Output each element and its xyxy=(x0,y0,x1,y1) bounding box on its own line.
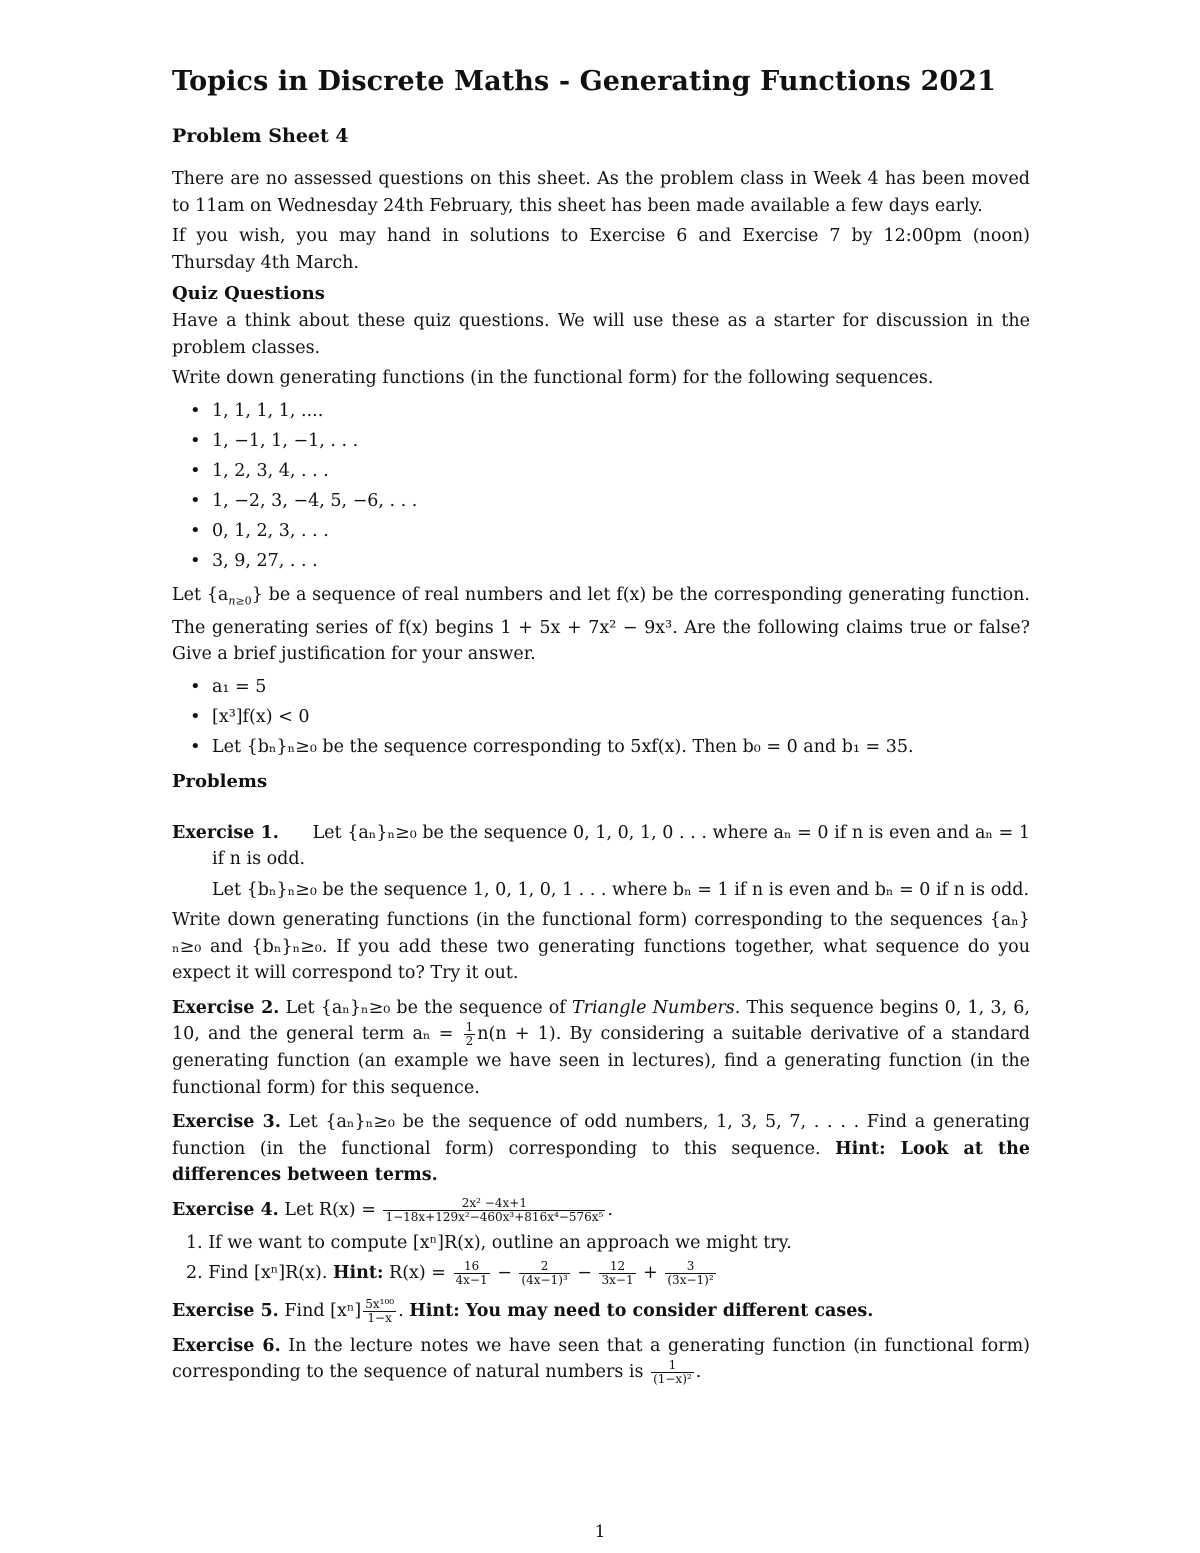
partial-fraction: $\frac{2}{\text{(4x−1)³}}$ xyxy=(521,1258,568,1287)
exercise-2-italic: Triangle Numbers. xyxy=(571,997,741,1018)
exercise-1-label: Exercise 1. xyxy=(172,822,279,843)
exercise-3-text: Let {aₙ}ₙ≥₀ be the sequence of odd numbers, 1, 3, 5, 7, . . . . Find a generating function (in the functional form) corresponding to this sequence. xyxy=(172,1112,1030,1159)
exercise-4-parts xyxy=(172,1228,1030,1288)
claims-list xyxy=(172,672,1030,762)
claim-item: • Let {bₙ}ₙ≥₀ be the sequence corresponding to 5xf(x). Then b₀ = 0 and b₁ = 35. xyxy=(190,732,1030,762)
exercise-2-text-c: n(n + 1). By considering a suitable derivative of a standard generating function (an example we have seen in lectures), find a generating function (in the functional form) for this sequence. xyxy=(172,1024,1030,1098)
sequence-item: • 3, 9, 27, . . . xyxy=(190,546,1030,576)
exercise-3-label: Exercise 3. xyxy=(172,1112,281,1132)
intro-paragraph-2: If you wish, you may hand in solutions to Exercise 6 and Exercise 7 by 12:00pm (noon) Thursday 4th March. xyxy=(172,226,1030,273)
exercise-1-line-1 xyxy=(172,820,1030,873)
exercise-5-label: Exercise 5. xyxy=(172,1300,279,1321)
sequence-item: • 1, −2, 3, −4, 5, −6, . . . xyxy=(190,486,1030,516)
partial-fraction: $\frac{12}{3x-1}$ xyxy=(601,1258,634,1287)
exercise-4-hint-lead: R(x) = xyxy=(389,1262,446,1283)
exercise-4-part-2: 2. Find [xⁿ]R(x). Hint: R(x) = $\frac{16}{4x-1}$ − $\frac{2}{\text{(4x−1)³}}$ − $\frac{12}{3x-1}$ + $\frac{3}{\text{(3x−1)²}}$ xyxy=(186,1258,714,1287)
claim-item: • [x³]f(x) < 0 xyxy=(190,702,1030,732)
exercise-1-line-2: Let {bₙ}ₙ≥₀ be the sequence 1, 0, 1, 0, 1 . . . where bₙ = 1 if n is even and bₙ = 0 if n is odd. xyxy=(212,879,1030,900)
page-number: 1 xyxy=(594,1522,606,1542)
claim-item: • a₁ = 5 xyxy=(190,672,1030,702)
partial-fraction: $\frac{3}{\text{(3x−1)²}}$ xyxy=(667,1258,714,1287)
exercise-4-hint-label: Hint: xyxy=(332,1262,384,1283)
exercise-1-text: Let {aₙ}ₙ≥₀ be the sequence 0, 1, 0, 1, 0 . . . where aₙ = 0 if n is even and aₙ = 1 if n is odd. xyxy=(212,822,1030,869)
sheet-subtitle: Problem Sheet 4 xyxy=(172,125,349,147)
exercise-2-label: Exercise 2. xyxy=(172,997,280,1018)
exercise-4-label: Exercise 4. xyxy=(172,1199,279,1220)
exercise-6-text: In the lecture notes we have seen that a generating function (in functional form) corresponding to the sequence of natural numbers is xyxy=(172,1335,1030,1382)
exercise-6: Exercise 6. In the lecture notes we have seen that a generating function (in functional form) corresponding to the sequence of natural numbers is $\frac{1}{\text{(1−x)²}}$ . xyxy=(172,1335,1030,1386)
exercise-2-text-a: Let {aₙ}ₙ≥₀ be the sequence of xyxy=(285,997,566,1018)
quiz-intro: Have a think about these quiz questions. We will use these as a starter for discussion in the problem classes. xyxy=(172,311,1030,358)
exercise-1-line-3: Write down generating functions (in the functional form) corresponding to the sequences {aₙ}ₙ≥₀ and {bₙ}ₙ≥₀. If you add these two generating functions together, what sequence do you expect it will correspond to? Try it out. xyxy=(172,910,1030,983)
sequence-item: • 1, −1, 1, −1, . . . xyxy=(190,426,1030,456)
exercise-5-lead: Find [xⁿ] xyxy=(284,1300,362,1321)
ex5-fraction: $\frac{\text{5x¹⁰⁰}}{1-x}$ xyxy=(365,1296,395,1325)
exercise-4: Exercise 4. Let R(x) = $\frac{\text{2x² −4x+1}}{\text{1−18x+129x²−460x³+816x⁴−576x⁵}}$ . xyxy=(172,1195,613,1224)
rx-fraction: $\frac{\text{2x² −4x+1}}{\text{1−18x+129x²−460x³+816x⁴−576x⁵}}$ xyxy=(385,1195,604,1224)
document-title: Topics in Discrete Maths - Generating Functions 2021 xyxy=(172,66,997,97)
exercise-5: Exercise 5. Find [xⁿ] $\frac{\text{5x¹⁰⁰}}{1-x}$ . Hint: You may need to consider different cases. xyxy=(172,1296,874,1325)
quiz-heading: Quiz Questions xyxy=(172,283,325,304)
exercise-3-hint: Hint: Look at the differences between terms. xyxy=(172,1138,1030,1185)
sequence-item: • 1, 1, 1, 1, .... xyxy=(190,396,1030,426)
ex6-fraction: $\frac{1}{\text{(1−x)²}}$ xyxy=(653,1358,692,1386)
intro-paragraph-1: There are no assessed questions on this sheet. As the problem class in Week 4 has been moved to 11am on Wednesday 24th February, this sheet has been made available a few days early. xyxy=(172,169,1030,216)
exercise-4-lead: Let R(x) = xyxy=(284,1199,376,1220)
claims-intro-b: } be a sequence of real numbers and let f(x) be the corresponding generating function. The generating series of f(x) begins 1 + 5x + 7x² − 9x³. Are the following claims true or false? Give a brief justification for your answer. xyxy=(172,584,1030,664)
exercise-4-part-1: 1. If we want to compute [xⁿ]R(x), outline an approach we might try. xyxy=(186,1232,792,1253)
exercise-5-hint: Hint: You may need to consider different cases. xyxy=(409,1300,874,1321)
sequence-item: • 1, 2, 3, 4, . . . xyxy=(190,456,1030,486)
exercise-2-text-b: This sequence begins 0, 1, 3, 6, 10, and the general term aₙ = xyxy=(172,997,1030,1044)
document-page xyxy=(172,62,1030,1390)
half-fraction: $\frac{1}{2}$ xyxy=(465,1020,474,1048)
claims-intro-a: Let {a xyxy=(172,584,229,605)
exercise-2 xyxy=(172,995,1030,1102)
sequence-list xyxy=(172,396,1030,576)
partial-fraction: $\frac{16}{4x-1}$ xyxy=(455,1258,488,1287)
sequence-item: • 0, 1, 2, 3, . . . xyxy=(190,516,1030,546)
quiz-instructions: Write down generating functions (in the functional form) for the following sequences. xyxy=(172,368,934,388)
problems-heading: Problems xyxy=(172,770,268,792)
exercise-3 xyxy=(172,1109,1030,1189)
exercise-6-label: Exercise 6. xyxy=(172,1335,281,1356)
claims-intro: Let $\{a_{n\ge 0}\}$ be a sequence of real numbers and let f(x) be the corresponding generating function. The generating series of f(x) begins 1 + 5x + 7x² − 9x³. Are the following claims true or false? Give a brief justification for your answer. xyxy=(172,584,1030,664)
